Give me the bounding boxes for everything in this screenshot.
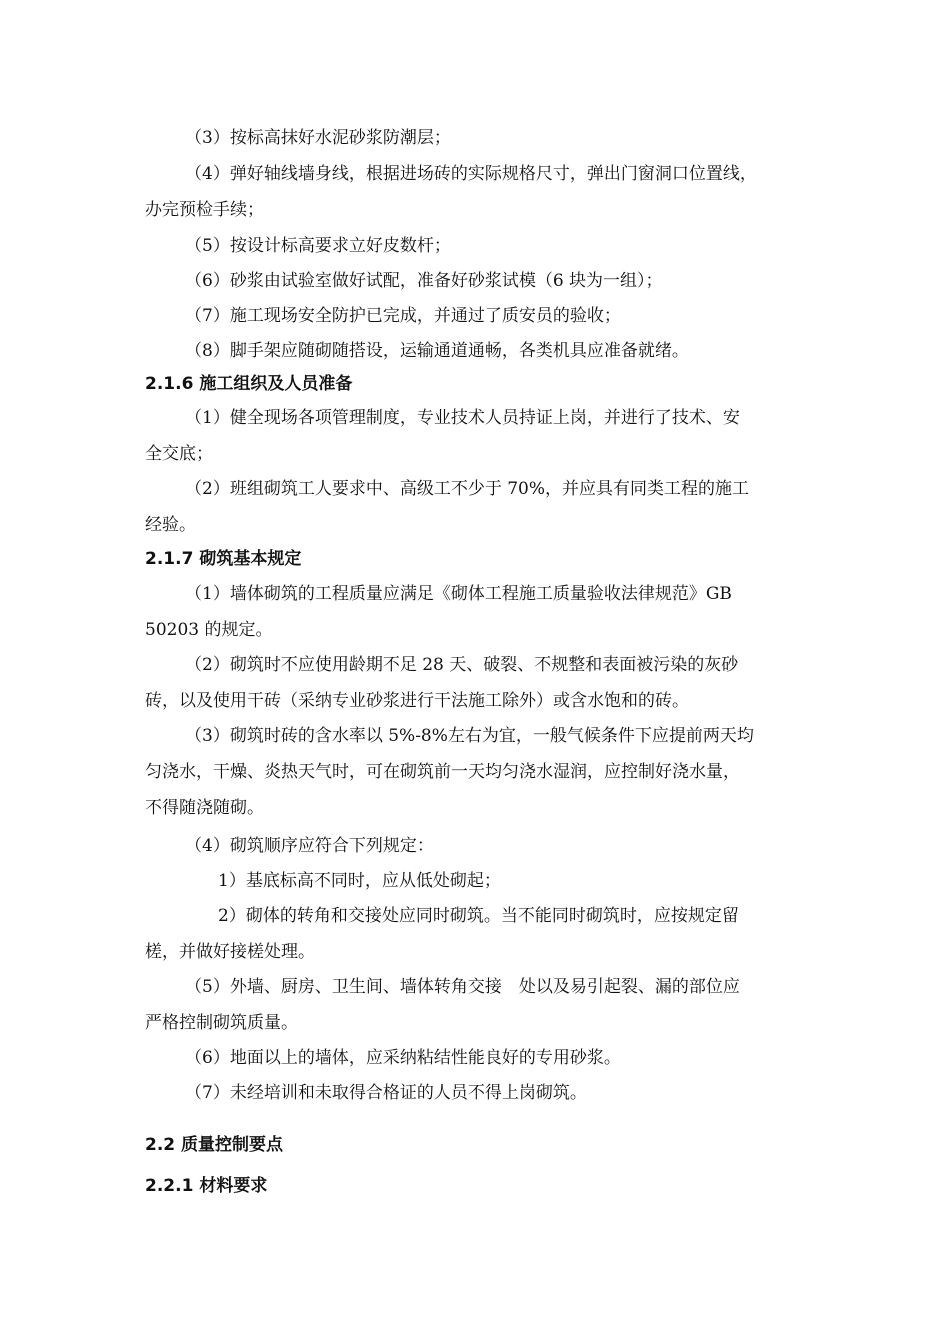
list-item: （3）按标高抹好水泥砂浆防潮层； [185,128,451,148]
list-item-continuation: 经验。 [145,515,196,535]
list-item-continuation: 严格控制砌筑质量。 [145,1013,298,1033]
list-item: （2）砌筑时不应使用龄期不足 28 天、破裂、不规整和表面被污染的灰砂 [185,655,739,675]
sub-list-item: 1）基底标高不同时，应从低处砌起； [218,871,501,891]
list-item: （4）砌筑顺序应符合下列规定： [185,836,434,856]
list-item: （5）按设计标高要求立好皮数杆； [185,236,451,256]
list-item: （6）砂浆由试验室做好试配，准备好砂浆试模（6 块为一组）； [185,271,663,291]
list-item: （7）施工现场安全防护已完成，并通过了质安员的验收； [185,306,621,326]
list-item: （2）班组砌筑工人要求中、高级工不少于 70%，并应具有同类工程的施工 [185,479,750,499]
list-item: （3）砌筑时砖的含水率以 5%-8%左右为宜，一般气候条件下应提前两天均 [185,726,754,746]
list-item: （1）健全现场各项管理制度，专业技术人员持证上岗，并进行了技术、安 [185,408,740,428]
list-item-continuation: 50203 的规定。 [145,620,273,640]
list-item-continuation: 不得随浇随砌。 [145,798,264,818]
section-heading: 2.1.7 砌筑基本规定 [145,549,302,569]
list-item: （8）脚手架应随砌随搭设，运输通道通畅，各类机具应准备就绪。 [185,341,689,361]
list-item-continuation: 砖，以及使用干砖（采纳专业砂浆进行干法施工除外）或含水饱和的砖。 [145,691,689,711]
sub-list-item: 2）砌体的转角和交接处应同时砌筑。当不能同时砌筑时，应按规定留 [218,906,739,926]
list-item: （7）未经培训和未取得合格证的人员不得上岗砌筑。 [185,1083,587,1103]
list-item-continuation: 全交底； [145,444,213,464]
list-item: （1）墙体砌筑的工程质量应满足《砌体工程施工质量验收法律规范》GB [185,584,732,604]
section-heading: 2.1.6 施工组织及人员准备 [145,374,353,394]
list-item-continuation: 办完预检手续； [145,200,264,220]
list-item-continuation: 槎，并做好接槎处理。 [145,942,315,962]
list-item: （4）弹好轴线墙身线，根据进场砖的实际规格尺寸，弹出门窗洞口位置线， [185,164,757,184]
list-item-continuation: 匀浇水，干燥、炎热天气时，可在砌筑前一天均匀浇水湿润，应控制好浇水量， [145,762,740,782]
list-item: （6）地面以上的墙体，应采纳粘结性能良好的专用砂浆。 [185,1048,621,1068]
list-item: （5）外墙、厨房、卫生间、墙体转角交接 处以及易引起裂、漏的部位应 [185,977,740,997]
section-heading: 2.2 质量控制要点 [145,1135,284,1155]
subsection-heading: 2.2.1 材料要求 [145,1176,268,1196]
